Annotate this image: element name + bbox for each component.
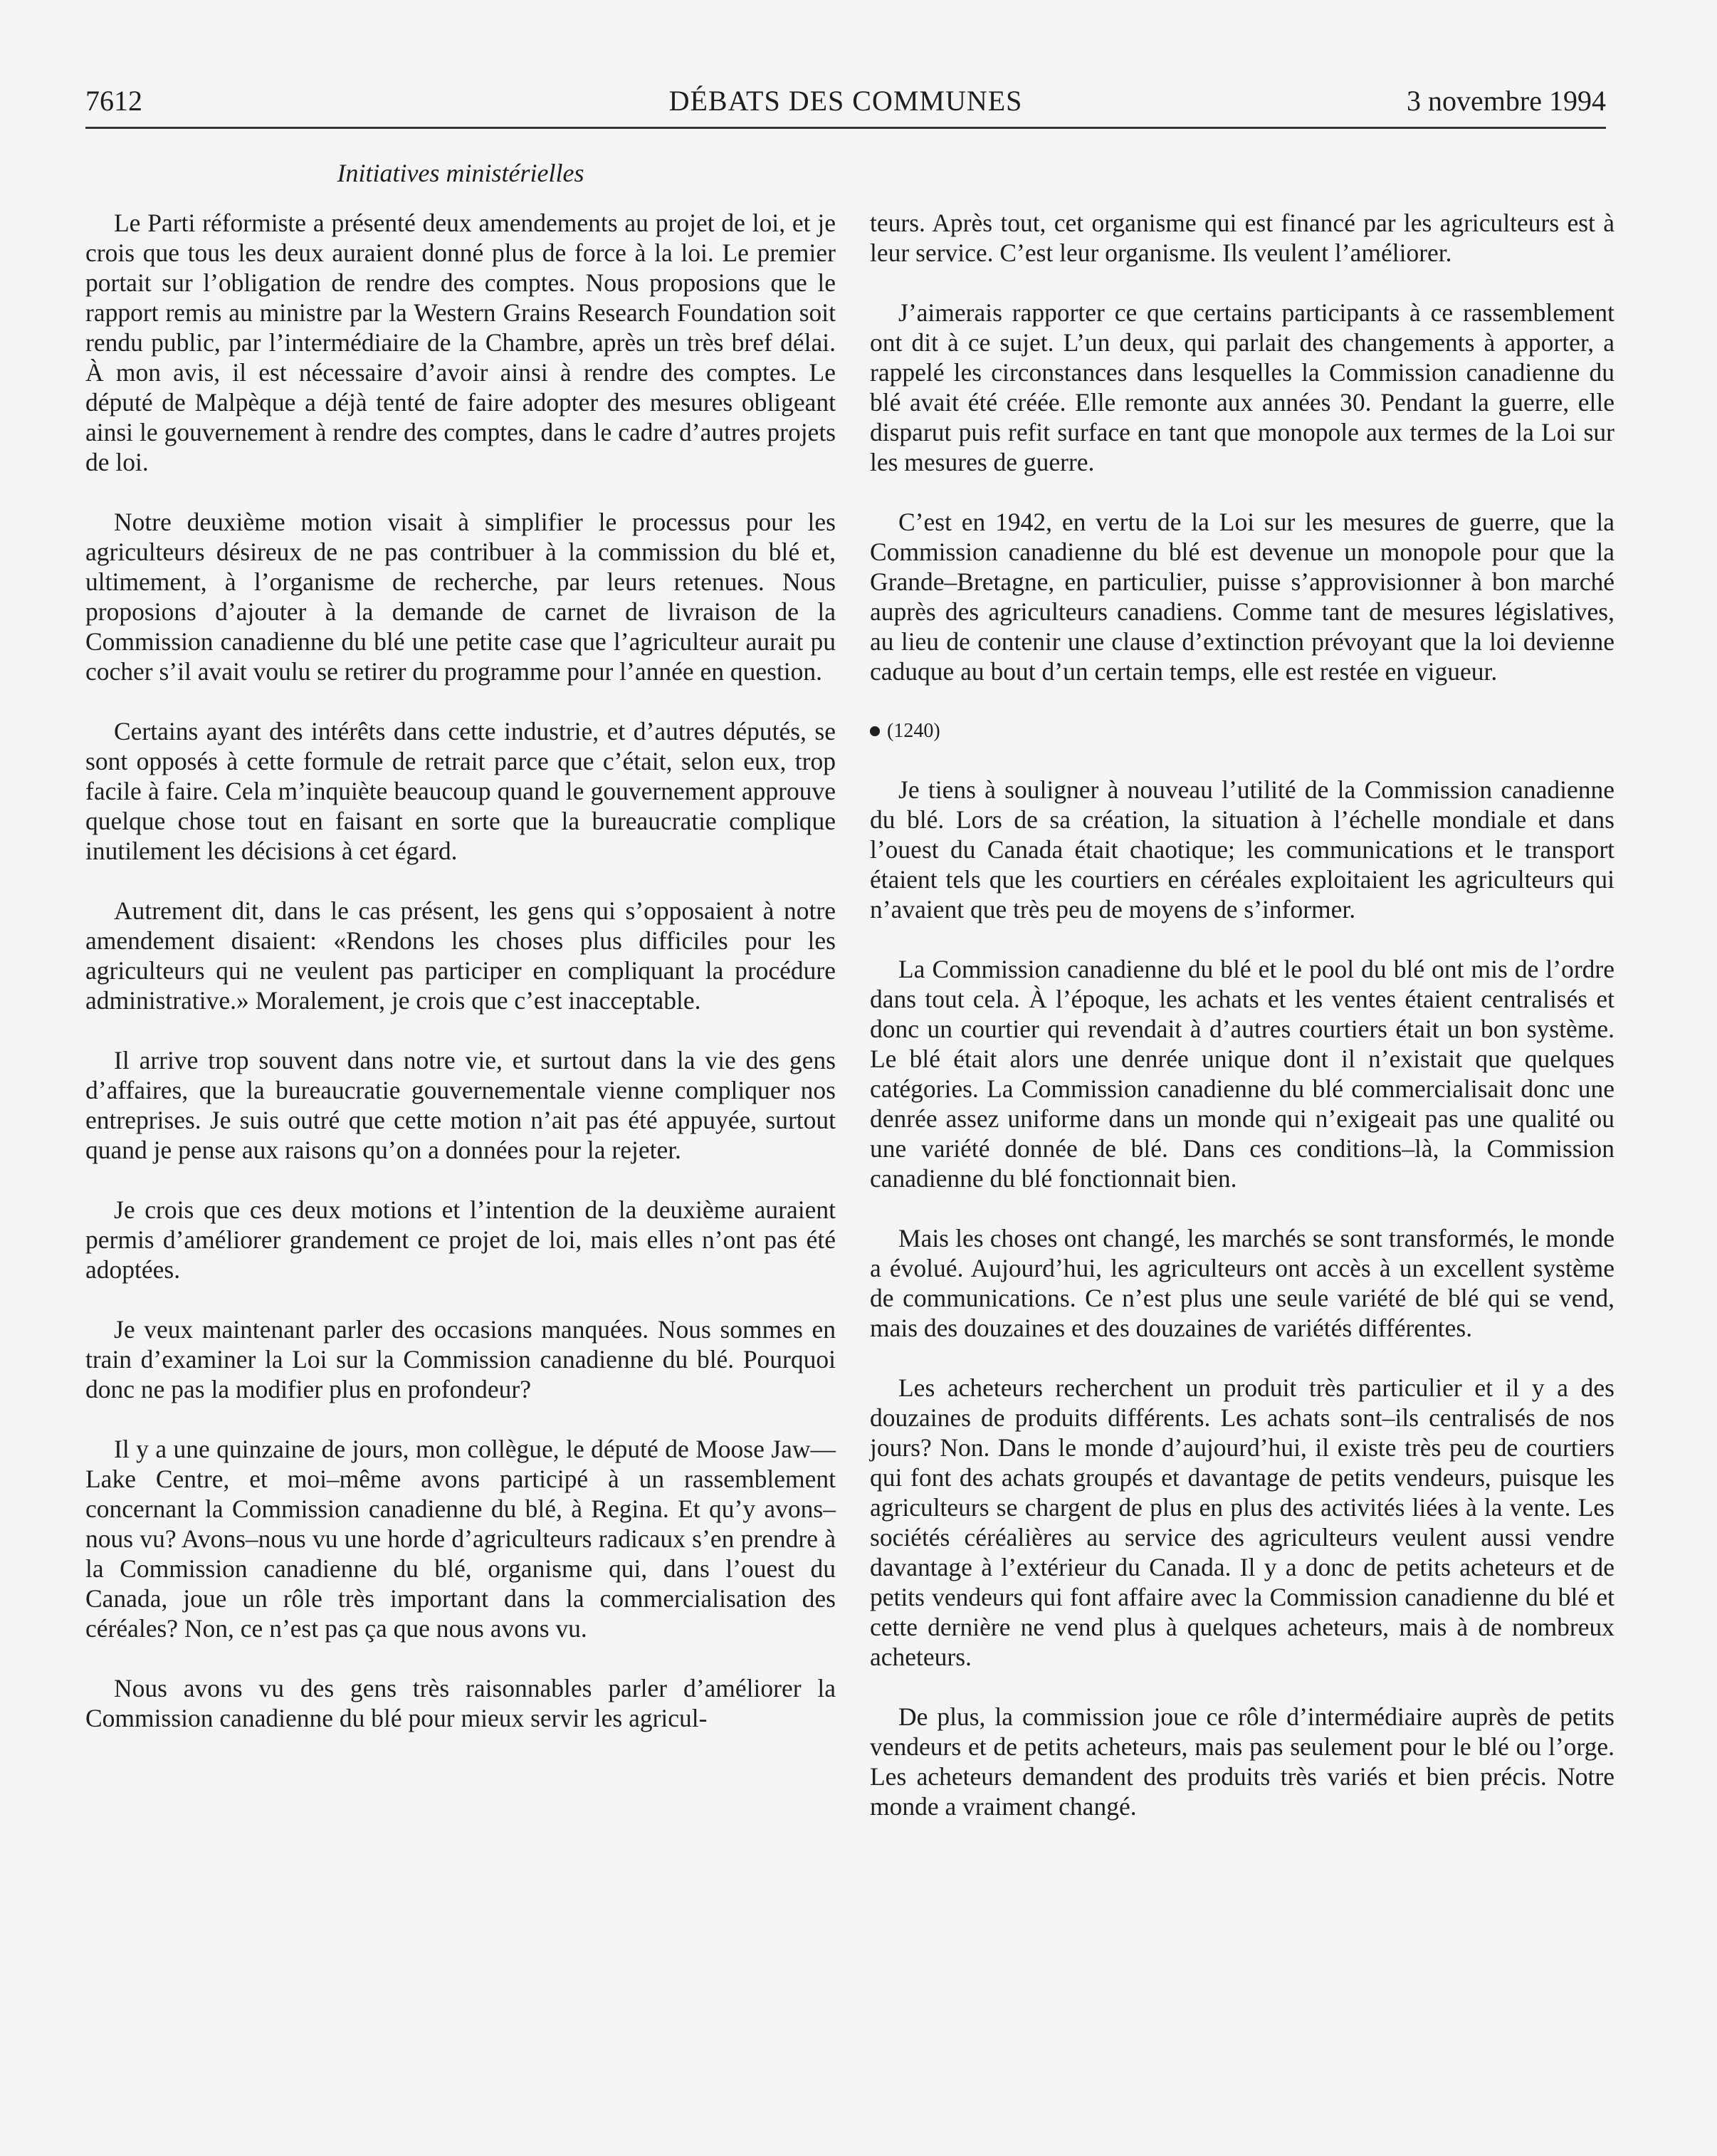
paragraph: La Commission canadienne du blé et le pool du blé ont mis de l’ordre dans tout cela. À l’époque, les achats et les ventes étaient centralisés et donc un courtier qui revendait à d’autres courtiers était un bon système. Le blé était alors une denrée unique dont il n’existait que quelques catégories. La Commission canadienne du blé commercialisait donc une denrée assez uniforme dans un monde qui n’exigeait pas une qualité ou une variété donnée de blé. Dans ces conditions–là, la Commission canadienne du blé fonctionnait bien. — [870, 955, 1614, 1193]
right-column — [870, 208, 1614, 1821]
paragraph: Je crois que ces deux motions et l’intention de la deuxième auraient permis d’améliorer grandement ce projet de loi, mais elles n’ont pas été adoptées. — [85, 1195, 836, 1284]
paragraph: Je veux maintenant parler des occasions manquées. Nous sommes en train d’examiner la Loi sur la Commission canadienne du blé. Pourquoi donc ne pas la modifier plus en profondeur? — [85, 1315, 836, 1403]
section-title: Initiatives ministérielles — [337, 159, 584, 187]
page-date: 3 novembre 1994 — [1407, 85, 1606, 117]
paragraph: Le Parti réformiste a présenté deux amendements au projet de loi, et je crois que tous les deux auraient donné plus de force à la loi. Le premier portait sur l’obligation de rendre des comptes. Nous proposions que le rapport remis au ministre par la Western Grains Research Foundation soit rendu public, par l’intermédiaire de la Chambre, après un très bref délai. À mon avis, il est nécessaire d’avoir ainsi à rendre des comptes. Le député de Malpèque a déjà tenté de faire adopter des mesures obligeant ainsi le gouvernement à rendre des comptes, dans le cadre d’autres projets de loi. — [85, 209, 836, 476]
timestamp-marker — [870, 716, 1614, 746]
bullet-icon — [870, 726, 880, 736]
paragraph: Nous avons vu des gens très raisonnables parler d’améliorer la Commission canadienne du blé pour mieux servir les agricul- — [85, 1674, 836, 1732]
page-number: 7612 — [85, 85, 142, 117]
paragraph: Il y a une quinzaine de jours, mon collègue, le député de Moose Jaw—Lake Centre, et moi–même avons participé à un rassemblement concernant la Commission canadienne du blé, à Regina. Et qu’y avons–nous vu? Avons–nous vu une horde d’agriculteurs radicaux s’en prendre à la Commission canadienne du blé, organisme qui, dans l’ouest du Canada, joue un rôle très important dans la commercialisation des céréales? Non, ce n’est pas ça que nous avons vu. — [85, 1435, 836, 1643]
page-header — [85, 84, 1606, 129]
paragraph: J’aimerais rapporter ce que certains participants à ce rassemblement ont dit à ce sujet. L’un deux, qui parlait des changements à apporter, a rappelé les circonstances dans lesquelles la Commission canadienne du blé avait été créée. Elle remonte aux années 30. Pendant la guerre, elle disparut puis refit surface en tant que monopole aux termes de la Loi sur les mesures de guerre. — [870, 298, 1614, 476]
paragraph: Certains ayant des intérêts dans cette industrie, et d’autres députés, se sont opposés à cette formule de retrait parce que c’était, selon eux, trop facile à faire. Cela m’inquiète beaucoup quand le gouvernement approuve quelque chose tout en faisant en sorte que la bureaucratie complique inutilement les décisions à cet égard. — [85, 717, 836, 865]
paragraph: Les acheteurs recherchent un produit très particulier et il y a des douzaines de produits différents. Les achats sont–ils centralisés de nos jours? Non. Dans le monde d’aujourd’hui, il existe très peu de courtiers qui font des achats groupés et davantage de petits vendeurs, puisque les agriculteurs se chargent de plus en plus des activités liées à la vente. Les sociétés céréalières au service des agriculteurs veulent aussi vendre davantage à l’extérieur du Canada. Il y a donc de petits acheteurs et de petits vendeurs qui font affaire avec la Commission canadienne du blé et cette dernière ne vend plus à quelques acheteurs, mais à de nombreux acheteurs. — [870, 1373, 1614, 1671]
publication-title: DÉBATS DES COMMUNES — [668, 85, 1023, 117]
paragraph: Il arrive trop souvent dans notre vie, et surtout dans la vie des gens d’affaires, que la bureaucratie gouvernementale vienne compliquer nos entreprises. Je suis outré que cette motion n’ait pas été appuyée, surtout quand je pense aux raisons qu’on a données pour la rejeter. — [85, 1046, 836, 1164]
paragraph: Autrement dit, dans le cas présent, les gens qui s’opposaient à notre amendement disaient: «Rendons les choses plus difficiles pour les agriculteurs qui ne veulent pas participer en compliquant la procédure administrative.» Moralement, je crois que c’est inacceptable. — [85, 896, 836, 1015]
paragraph: Mais les choses ont changé, les marchés se sont transformés, le monde a évolué. Aujourd’hui, les agriculteurs ont accès à un excellent système de communications. Ce n’est plus une seule variété de blé qui se vend, mais des douzaines et des douzaines de variétés différentes. — [870, 1224, 1614, 1342]
paragraph: C’est en 1942, en vertu de la Loi sur les mesures de guerre, que la Commission canadienne du blé est devenue un monopole pour que la Grande–Bretagne, en particulier, puisse s’approvisionner à bon marché auprès des agriculteurs canadiens. Comme tant de mesures législatives, au lieu de contenir une clause d’extinction prévoyant que la loi devienne caduque au bout d’un certain temps, elle est restée en vigueur. — [870, 508, 1614, 686]
timestamp: (1240) — [887, 720, 940, 742]
paragraph: Notre deuxième motion visait à simplifier le processus pour les agriculteurs désireux de ne pas contribuer à la commission du blé et, ultimement, à l’organisme de recherche, par leurs retenues. Nous proposions d’ajouter à la demande de carnet de livraison de la Commission canadienne du blé une petite case que l’agriculteur aurait pu cocher s’il avait voulu se retirer du programme pour l’année en question. — [85, 508, 836, 686]
paragraph: Je tiens à souligner à nouveau l’utilité de la Commission canadienne du blé. Lors de sa création, la situation à l’échelle mondiale et dans l’ouest du Canada était chaotique; les communications et le transport étaient tels que les courtiers en céréales exploitaient les agriculteurs qui n’avaient que très peu de moyens de s’informer. — [870, 775, 1614, 923]
paragraph: De plus, la commission joue ce rôle d’intermédiaire auprès de petits vendeurs et de petits acheteurs, mais pas seulement pour le blé ou l’orge. Les acheteurs demandent des produits très variés et bien précis. Notre monde a vraiment changé. — [870, 1702, 1614, 1821]
paragraph-continuation: teurs. Après tout, cet organisme qui est financé par les agriculteurs est à leur service. C’est leur organisme. Ils veulent l’améliorer. — [870, 209, 1614, 267]
left-column — [85, 208, 836, 1733]
